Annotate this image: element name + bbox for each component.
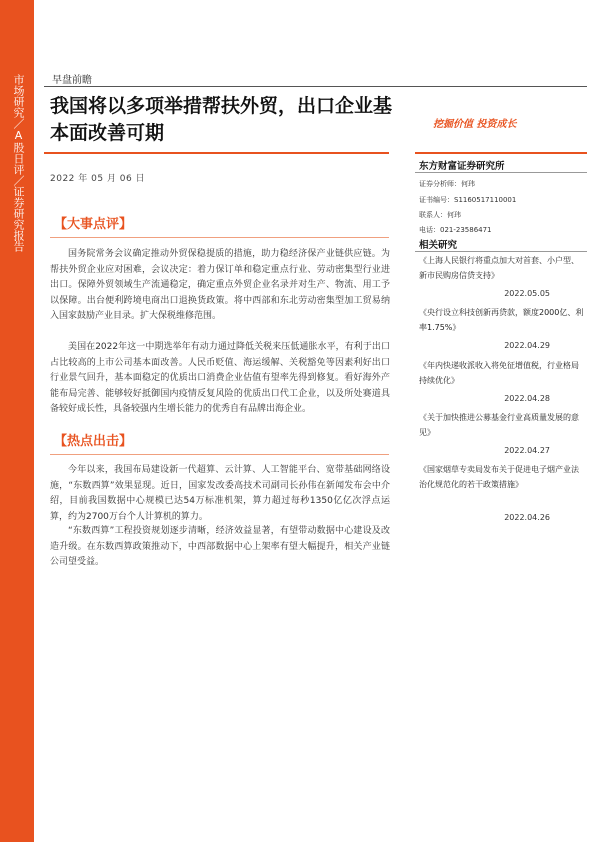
section-heading-underline	[50, 237, 389, 238]
section-heading-label: 【热点出击】	[54, 434, 133, 449]
section-heading-hotspot	[50, 430, 395, 448]
sidebar-accent-bar	[415, 152, 587, 154]
title-accent-bar	[44, 152, 389, 154]
contact-phone: 电话：021-23586471	[419, 226, 492, 234]
sidebar-category-label: 市场研究／A股日评／证券研究报告	[12, 74, 25, 252]
paragraph: “东数西算”工程投资规划逐步清晰，经济效益显著，有望带动数据中心建设及改造升级。在东数西算政策推动下，中西部数据中心上架率有望大幅提升，相关产业链公司望受益。	[50, 526, 390, 567]
report-date: 2022 年 05 月 06 日	[50, 174, 146, 184]
related-research-heading: 相关研究	[419, 240, 458, 251]
related-report-date: 2022.04.26	[504, 513, 550, 522]
report-section-tag: 早盘前瞻	[52, 75, 92, 86]
header-divider	[44, 86, 587, 87]
related-divider	[415, 251, 587, 252]
related-report-date: 2022.04.28	[504, 394, 550, 403]
related-report-date: 2022.04.27	[504, 446, 550, 455]
section-heading-underline	[50, 454, 389, 455]
section-heading-label: 【大事点评】	[54, 217, 133, 232]
analyst-name: 证券分析师：何玮	[419, 180, 475, 188]
related-report-link[interactable]: 《关于加快推进公募基金行业高质量发展的意见》	[419, 413, 579, 437]
research-org-name: 东方财富证券研究所	[419, 161, 505, 172]
related-report-link[interactable]: 《央行设立科技创新再贷款，额度2000亿、利率1.75%》	[419, 308, 584, 332]
related-report-link[interactable]: 《上海人民银行将重点加大对首套、小户型、新市民购房信贷支持》	[419, 256, 579, 280]
paragraph: 美国在2022年这一中期选举年有动力通过降低关税来压低通胀水平，有利于出口占比较高的上市公司基本面改善。人民币贬值、海运缓解、关税豁免等因素利好出口行业景气回升，基本面稳定的优质出口消费企业估值有望率先得到修复。看好海外产能布局完善、能够较好抵御国内疫情反复风险的优质出口代工企业，以及所处赛道具备较好成长性，具备较强内生增长能力的优秀自有品牌出海企业。	[50, 342, 390, 414]
page-title: 我国将以多项举措帮扶外贸，出口企业基本面改善可期	[50, 95, 393, 144]
brand-slogan: 挖掘价值 投资成长	[433, 119, 517, 130]
related-report-date: 2022.04.29	[504, 341, 550, 350]
sidebar-band	[0, 0, 34, 842]
related-report-date: 2022.05.05	[504, 289, 550, 298]
paragraph: 国务院常务会议确定推动外贸保稳提质的措施，助力稳经济保产业链供应链。为帮扶外贸企业应对困难，会议决定：着力保订单和稳定重点行业、劳动密集型行业进出口。保障外贸领域生产流通稳定，确定重点外贸企业名录并对生产、物流、用工予以保障。出台便利跨境电商出口退换货政策。将中西部和东北劳动密集型加工贸易纳入国家鼓励产业目录。扩大保税维修范围。	[50, 249, 390, 321]
org-divider	[415, 172, 587, 173]
section-heading-events	[50, 213, 395, 231]
related-report-link[interactable]: 《年内快递收派收入将免征增值税，行业格局持续优化》	[419, 361, 579, 385]
paragraph: 今年以来，我国布局建设新一代超算、云计算、人工智能平台、宽带基础网络设施，“东数西算”效果显现。近日，国家发改委高技术司副司长孙伟在新闻发布会中介绍，目前我国数据中心规模已达54万标准机架，算力超过每秒1350亿亿次浮点运算，约为2700万台个人计算机的算力。	[50, 465, 390, 522]
contact-person: 联系人：何玮	[419, 211, 461, 219]
related-report-link[interactable]: 《国家烟草专卖局发布关于促进电子烟产业法治化规范化的若干政策措施》	[419, 465, 579, 489]
certificate-number: 证书编号：S1160517110001	[419, 196, 517, 204]
